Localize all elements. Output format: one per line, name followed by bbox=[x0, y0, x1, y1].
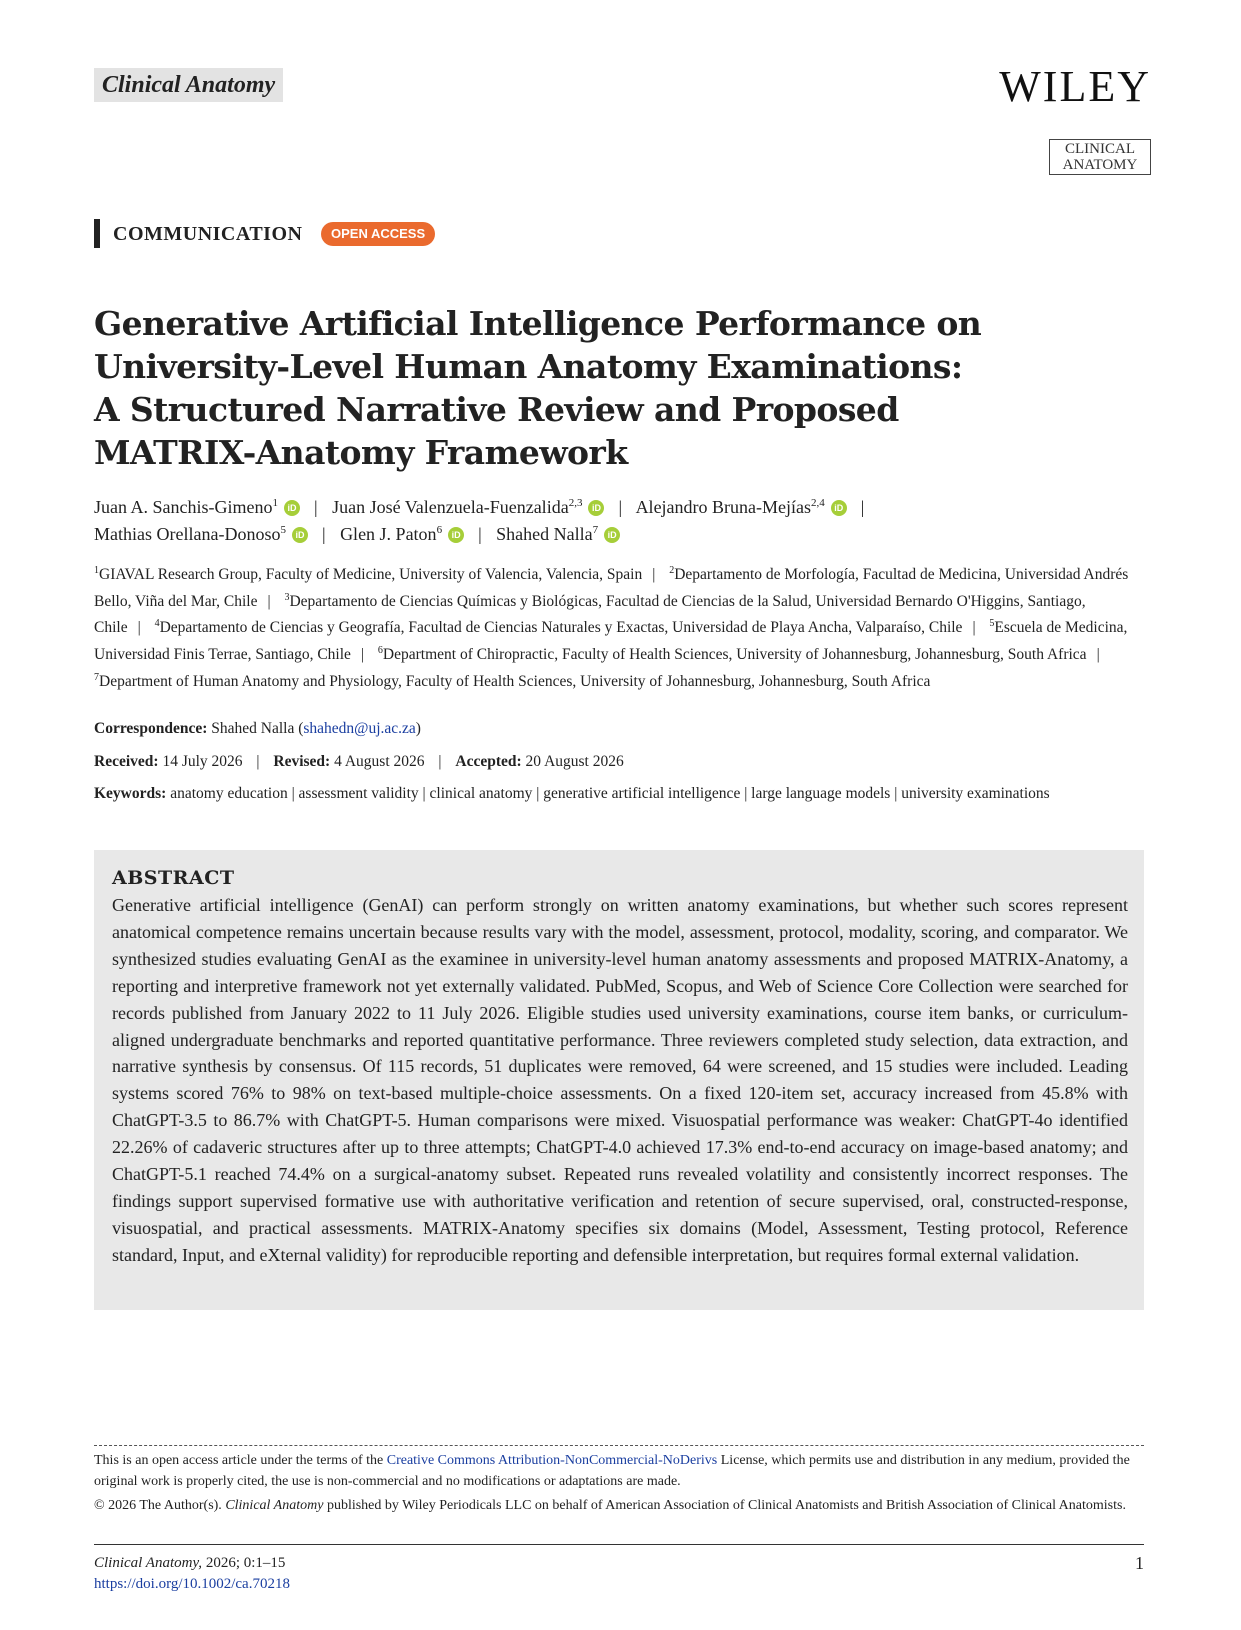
affiliation-text: Department of Human Anatomy and Physiology, Faculty of Health Sciences, University of Johannesburg, Johannesburg, South Africa bbox=[99, 672, 931, 690]
correspondence-email-link[interactable]: shahedn@uj.ac.za bbox=[303, 720, 416, 737]
author-separator: | bbox=[478, 524, 482, 544]
affiliation-separator: | bbox=[1096, 646, 1100, 664]
author-separator: | bbox=[321, 524, 326, 544]
article-dates bbox=[94, 751, 1144, 774]
affiliation-text: GIAVAL Research Group, Faculty of Medicine, University of Valencia, Valencia, Spain bbox=[99, 566, 643, 584]
affiliation-text: Departamento de Morfología, Facultad de Medicina, Universidad Andrés Bello, Viña del Mar, Chile bbox=[94, 566, 1129, 610]
journal-name-tag: Clinical Anatomy bbox=[94, 68, 283, 102]
author-name[interactable]: Juan José Valenzuela-Fuenzalida bbox=[332, 497, 569, 517]
affiliation-text: Departamento de Ciencias y Geografía, Facultad de Ciencias Naturales y Exactas, Universidad de Playa Ancha, Valparaíso, Chile bbox=[159, 619, 963, 637]
abstract-text: Generative artificial intelligence (GenAI) can perform strongly on written anatomy examinations, but whether such scores represent anatomical competence remains uncertain because results vary with the model, assessment, protocol, modality, scoring, and comparator. We synthesized studies evaluating GenAI as the examinee in university-level human anatomy assessments and proposed MATRIX-Anatomy, a reporting and interpretive framework not yet externally validated. PubMed, Scopus, and Web of Science Core Collection were searched for records published from January 2022 to 11 July 2026. Eligible studies used university examinations, course item banks, or curriculum-aligned undergraduate benchmarks and reported quantitative performance. Three reviewers completed study selection, data extraction, and narrative synthesis by consensus. Of 115 records, 51 duplicates were removed, 64 were screened, and 15 studies were included. Leading systems scored 76% to 98% on text-based multiple-choice assessments. On a fixed 120-item set, accuracy increased from 45.8% with ChatGPT-3.5 to 86.7% with ChatGPT-5. Human comparisons were mixed. Visuospatial performance was weaker: ChatGPT-4o identified 22.26% of cadaveric structures after up to three attempts; ChatGPT-4.0 achieved 17.3% end-to-end accuracy on image-based anatomy; and ChatGPT-5.1 reached 74.4% on a surgical-anatomy subset. Repeated runs revealed volatility and consistently incorrect responses. The findings support supervised formative use with authoritative verification and retention of secure supervised, oral, constructed-response, visuospatial, and practical assessments. MATRIX-Anatomy specifies six domains (Model, Assessment, Testing protocol, Reference standard, Input, and eXternal validity) for reproducible reporting and defensible interpretation, but requires formal external validation. bbox=[112, 895, 1128, 1265]
title-line: University-Level Human Anatomy Examinations: bbox=[94, 347, 963, 386]
accepted-date: 20 August 2026 bbox=[525, 753, 624, 770]
author-affiliation-ref: 7 bbox=[592, 524, 599, 536]
orcid-icon[interactable]: iD bbox=[588, 500, 604, 516]
revised-label: Revised: bbox=[273, 753, 331, 770]
affiliation-separator: | bbox=[652, 566, 656, 584]
affiliation-number: 5 bbox=[989, 618, 995, 630]
affiliation-number: 6 bbox=[377, 644, 383, 656]
copyright-pre: © 2026 The Author(s). bbox=[94, 1498, 222, 1513]
author-affiliation-ref: 2,3 bbox=[568, 497, 583, 509]
license-link[interactable]: Creative Commons Attribution-NonCommercial-NoDerivs bbox=[386, 1453, 718, 1468]
article-title bbox=[94, 302, 1154, 474]
footer-journal: Clinical Anatomy, bbox=[94, 1555, 203, 1571]
author-separator: | bbox=[618, 497, 623, 517]
date-separator: | bbox=[438, 753, 442, 770]
orcid-icon[interactable]: iD bbox=[831, 500, 847, 516]
author-affiliation-ref: 6 bbox=[436, 524, 443, 536]
author-name[interactable]: Mathias Orellana-Donoso bbox=[94, 524, 281, 544]
title-line: Generative Artificial Intelligence Performance on bbox=[94, 304, 982, 343]
journal-logo bbox=[1049, 139, 1151, 175]
orcid-icon[interactable]: iD bbox=[448, 527, 464, 543]
affiliation-separator: | bbox=[360, 646, 365, 664]
open-access-badge: OPEN ACCESS bbox=[321, 222, 435, 246]
abstract-heading: ABSTRACT bbox=[112, 867, 235, 889]
copyright-statement bbox=[94, 1496, 1144, 1517]
publisher-logo: WILEY bbox=[999, 62, 1151, 111]
footer-citation-line bbox=[94, 1553, 290, 1574]
affiliation-separator: | bbox=[972, 619, 976, 637]
footer-citation bbox=[94, 1553, 290, 1595]
journal-logo-line2: ANATOMY bbox=[1062, 157, 1138, 173]
affiliation-separator: | bbox=[267, 592, 271, 610]
license-pre: This is an open access article under the terms of the bbox=[94, 1453, 384, 1468]
keywords-label: Keywords: bbox=[94, 785, 167, 802]
license-divider bbox=[94, 1445, 1144, 1446]
journal-logo-line1: CLINICAL bbox=[1065, 141, 1135, 157]
affiliation-separator: | bbox=[137, 619, 141, 637]
author-name[interactable]: Alejandro Bruna-Mejías bbox=[635, 497, 812, 517]
copyright-journal: Clinical Anatomy bbox=[225, 1498, 324, 1513]
license-post: License, which permits use and distribution in any medium, provided the original work is properly cited, the use is non-commercial and no modifications or adaptations are made. bbox=[94, 1453, 1130, 1489]
affiliation-number: 2 bbox=[669, 565, 675, 576]
author-list bbox=[94, 492, 1144, 546]
doi-link[interactable]: https://doi.org/10.1002/ca.70218 bbox=[94, 1576, 290, 1592]
page-number: 1 bbox=[1135, 1553, 1144, 1573]
author-separator: | bbox=[313, 497, 318, 517]
title-line: MATRIX-Anatomy Framework bbox=[94, 433, 628, 472]
revised-date: 4 August 2026 bbox=[334, 753, 425, 770]
correspondence-label: Correspondence: bbox=[94, 720, 208, 737]
author-affiliation-ref: 5 bbox=[280, 524, 286, 536]
affiliation-number: 7 bbox=[94, 671, 99, 683]
footer-volume: 2026; 0:1–15 bbox=[205, 1555, 286, 1571]
author-name[interactable]: Juan A. Sanchis-Gimeno bbox=[94, 497, 273, 517]
copyright-post: published by Wiley Periodicals LLC on behalf of American Association of Clinical Anatomists and British Association of Clinical Anatomists. bbox=[326, 1498, 1126, 1513]
footer-rule bbox=[94, 1544, 1144, 1545]
affiliation-number: 1 bbox=[94, 565, 99, 576]
keywords bbox=[94, 783, 1144, 806]
received-label: Received: bbox=[94, 753, 159, 770]
affiliation-text: Departamento de Ciencias Químicas y Biológicas, Facultad de Ciencias de la Salud, Universidad Bernardo O'Higgins, Santiago, Chile bbox=[94, 592, 1086, 637]
affiliation-number: 4 bbox=[154, 618, 160, 630]
affiliations bbox=[94, 560, 1144, 693]
author-name[interactable]: Glen J. Paton bbox=[340, 524, 437, 544]
affiliation-text: Department of Chiropractic, Faculty of Health Sciences, University of Johannesburg, Johannesburg, South Africa bbox=[382, 646, 1087, 664]
keywords-text: anatomy education | assessment validity | clinical anatomy | generative artificial intelligence | large language models | university examinations bbox=[170, 785, 1050, 802]
author-affiliation-ref: 2,4 bbox=[811, 497, 825, 509]
author-separator: | bbox=[860, 497, 865, 517]
author-name[interactable]: Shahed Nalla bbox=[496, 524, 593, 544]
article-type: COMMUNICATION bbox=[113, 223, 303, 245]
accepted-label: Accepted: bbox=[455, 753, 522, 770]
license-notice bbox=[94, 1451, 1144, 1517]
orcid-icon[interactable]: iD bbox=[284, 500, 300, 516]
title-line: A Structured Narrative Review and Proposed bbox=[94, 390, 899, 429]
correspondence: Correspondence: Shahed Nalla (shahedn@uj.ac.za) bbox=[94, 720, 421, 737]
date-separator: | bbox=[256, 753, 260, 770]
affiliation-text: Escuela de Medicina, Universidad Finis Terrae, Santiago, Chile bbox=[94, 619, 1128, 664]
section-marker bbox=[94, 219, 100, 248]
author-affiliation-ref: 1 bbox=[272, 497, 278, 509]
received-date: 14 July 2026 bbox=[162, 753, 243, 770]
correspondence-name: Shahed Nalla bbox=[211, 720, 295, 737]
orcid-icon[interactable]: iD bbox=[292, 527, 308, 543]
license-statement bbox=[94, 1451, 1144, 1492]
orcid-icon[interactable]: iD bbox=[604, 527, 620, 543]
affiliation-number: 3 bbox=[284, 591, 290, 603]
